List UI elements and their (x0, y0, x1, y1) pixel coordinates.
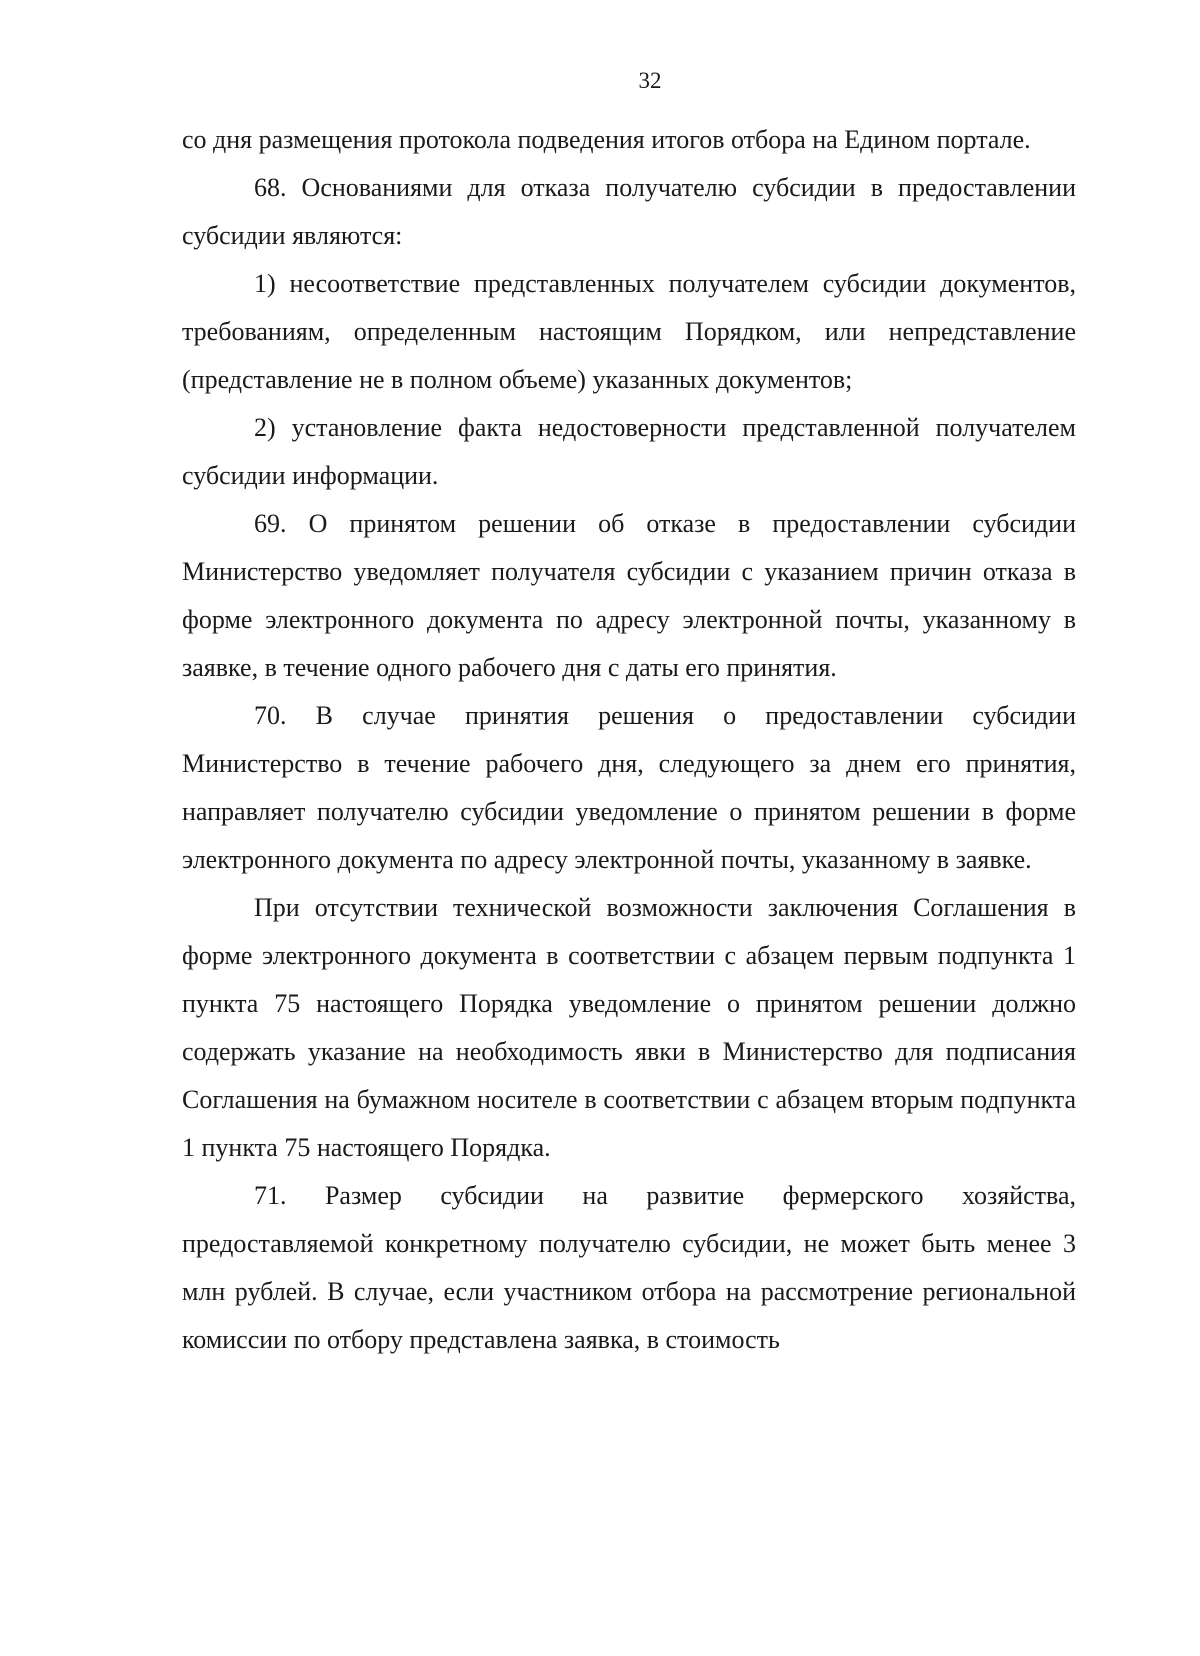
document-body (182, 116, 1076, 1364)
page-number: 32 (638, 68, 662, 93)
paragraph-71: 71. Размер субсидии на развитие фермерского хозяйства, предоставляемой конкретному получателю субсидии, не может быть менее 3 млн рублей. В случае, если участником отбора на рассмотрение региональной комиссии по отбору представлена заявка, в стоимость (182, 1181, 1076, 1354)
paragraph-70: 70. В случае принятия решения о предоставлении субсидии Министерство в течение рабочего дня, следующего за днем его принятия, направляет получателю субсидии уведомление о принятом решении в форме электронного документа по адресу электронной почты, указанному в заявке. (182, 701, 1076, 874)
paragraph-continuation: со дня размещения протокола подведения итогов отбора на Едином порталe. (182, 125, 1031, 154)
paragraph-68: 68. Основаниями для отказа получателю субсидии в предоставлении субсидии являются: (182, 173, 1076, 250)
paragraph-68-item-1: 1) несоответствие представленных получателем субсидии документов, требованиям, определенным настоящим Порядком, или непредставление (представление не в полном объеме) указанных документов; (182, 269, 1076, 394)
paragraph-70-part-2: При отсутствии технической возможности заключения Соглашения в форме электронного документа в соответствии с абзацем первым подпункта 1 пункта 75 настоящего Порядка уведомление о принятом решении должно содержать указание на необходимость явки в Министерство для подписания Соглашения на бумажном носителе в соответствии с абзацем вторым подпункта 1 пункта 75 настоящего Порядка. (182, 893, 1076, 1162)
paragraph-68-item-2: 2) установление факта недостоверности представленной получателем субсидии информации. (182, 413, 1076, 490)
paragraph-69: 69. О принятом решении об отказе в предоставлении субсидии Министерство уведомляет получателя субсидии с указанием причин отказа в форме электронного документа по адресу электронной почты, указанному в заявке, в течение одного рабочего дня с даты его принятия. (182, 509, 1076, 682)
